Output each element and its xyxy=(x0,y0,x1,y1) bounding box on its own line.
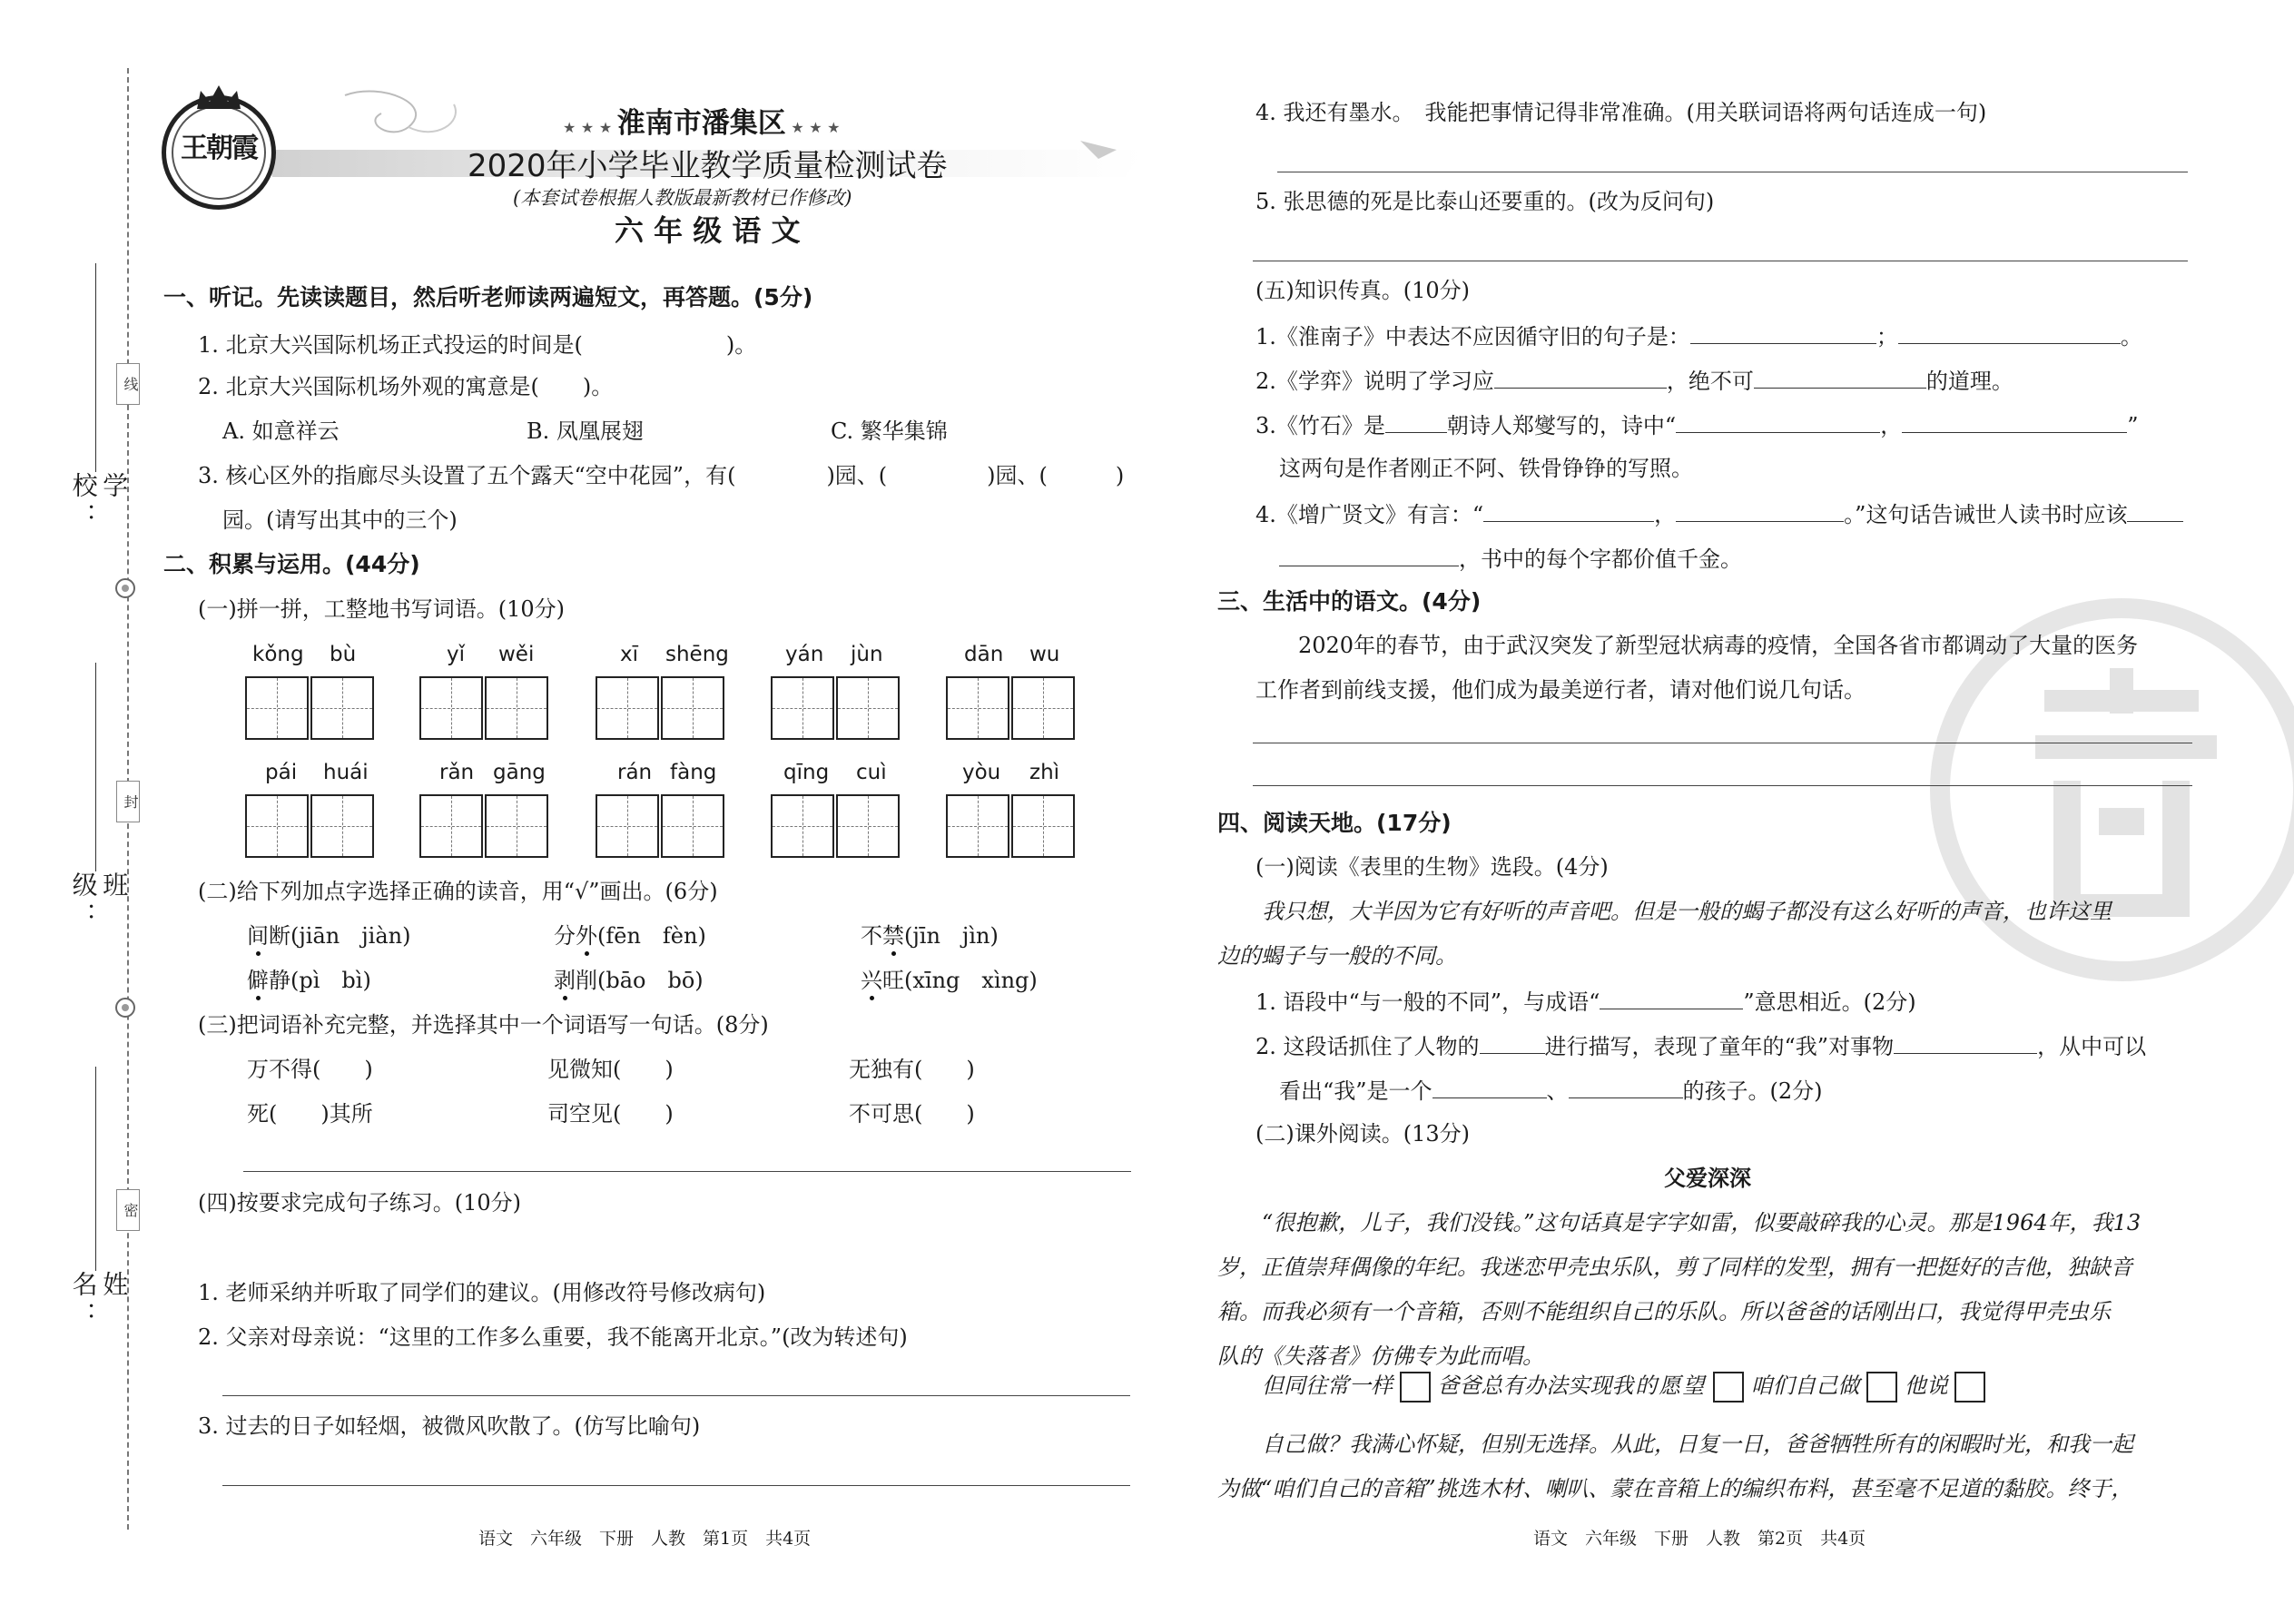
exam-title: 2020年小学毕业教学质量检测试卷 xyxy=(468,148,948,184)
writing-grid-cell[interactable] xyxy=(485,794,548,858)
answer-blank[interactable] xyxy=(1494,367,1667,389)
crown-icon xyxy=(193,84,244,111)
reading-1-q2: 2. 这段话抓住了人物的 进行描写，表现了童年的“我”对事物 ，从中可以 xyxy=(1255,1034,2147,1059)
exam-subject: 六 年 级 语 文 xyxy=(615,213,801,248)
pinyin-label: zhì xyxy=(1029,761,1060,784)
school-label: 学校： xyxy=(68,472,130,534)
sentence-q3: 3. 过去的日子如轻烟，被微风吹散了。(仿写比喻句) xyxy=(198,1413,701,1439)
logo-text: 王朝霞 xyxy=(181,133,257,164)
punctuation-box[interactable] xyxy=(1866,1372,1897,1403)
essay-line: 队的《失落者》仿佛专为此而唱。 xyxy=(1217,1343,1544,1369)
s1-question-1: 1. 北京大兴国际机场正式投运的时间是( )。 xyxy=(198,332,757,358)
pinyin-label: kǒng xyxy=(252,643,304,666)
writing-grid-cell[interactable] xyxy=(245,676,309,740)
answer-blank[interactable] xyxy=(1569,1077,1683,1098)
part-3-title: (三)把词语补充完整，并选择其中一个词语写一句话。(8分) xyxy=(198,1012,769,1038)
pinyin-label: wěi xyxy=(498,643,535,666)
answer-blank[interactable] xyxy=(1279,545,1459,566)
writing-grid-cell[interactable] xyxy=(310,794,374,858)
idiom-item[interactable]: 死( )其所 xyxy=(247,1101,373,1127)
answer-line[interactable] xyxy=(1253,785,2192,786)
writing-grid-cell[interactable] xyxy=(771,676,834,740)
exam-region: ★ ★ ★ 淮南市潘集区 ★ ★ ★ xyxy=(563,107,841,140)
writing-grid-cell[interactable] xyxy=(1011,794,1075,858)
pinyin-label: jùn xyxy=(851,643,883,666)
essay-line: 为做“咱们自己的音箱”挑选木材、喇叭、蒙在音箱上的编织布料，甚至毫不足道的黏胶。终于， xyxy=(1217,1476,2133,1501)
writing-grid-cell[interactable] xyxy=(661,676,724,740)
page-footer: 语文 六年级 下册 人教 第2页 共4页 xyxy=(1533,1529,1866,1549)
pinyin-label: xī xyxy=(620,643,639,666)
idiom-item[interactable]: 不可思( ) xyxy=(849,1101,975,1127)
part-1-title: (一)拼一拼，工整地书写词语。(10分) xyxy=(198,596,565,622)
sentence-q5: 5. 张思德的死是比泰山还要重的。(改为反问句) xyxy=(1255,189,1715,214)
punctuation-box[interactable] xyxy=(1400,1372,1431,1403)
idiom-item[interactable]: 司空见( ) xyxy=(547,1101,674,1127)
class-field[interactable] xyxy=(68,663,130,935)
pinyin-label: gāng xyxy=(493,761,546,784)
idiom-item[interactable]: 见微知( ) xyxy=(547,1057,674,1082)
binding-hole xyxy=(115,578,135,598)
s1-option-c[interactable]: C. 繁华集锦 xyxy=(831,418,948,444)
writing-grid-cell[interactable] xyxy=(836,794,900,858)
answer-blank[interactable] xyxy=(583,330,726,352)
reading-2-title: (二)课外阅读。(13分) xyxy=(1255,1121,1470,1147)
reading-item[interactable]: 间断(jiān jiàn) xyxy=(247,923,411,949)
name-field[interactable] xyxy=(68,1067,130,1339)
binding-hole xyxy=(115,998,135,1018)
s1-question-3-cont: 园。(请写出其中的三个) xyxy=(222,507,458,533)
reading-item[interactable]: 不禁(jīn jìn) xyxy=(861,923,999,949)
punctuation-box[interactable] xyxy=(1713,1372,1744,1403)
seal-char-feng: 封 xyxy=(116,781,140,822)
essay-line: “很抱歉，儿子，我们没钱。”这句话真是字字如雷，似要敲碎我的心灵。那是1964年，我13 xyxy=(1262,1210,2141,1235)
writing-grid-cell[interactable] xyxy=(419,794,483,858)
answer-blank[interactable] xyxy=(1690,322,1876,344)
reading-item[interactable]: 僻静(pì bì) xyxy=(247,968,371,993)
s1-question-3: 3. 核心区外的指廊尽头设置了五个露天“空中花园”，有( )园、( )园、( ) xyxy=(198,463,1125,488)
answer-blank[interactable] xyxy=(1902,411,2127,433)
s1-question-2: 2. 北京大兴国际机场外观的寓意是( )。 xyxy=(198,374,614,399)
writing-grid-cell[interactable] xyxy=(1011,676,1075,740)
class-label: 班级： xyxy=(68,871,130,933)
reading-1-title: (一)阅读《表里的生物》选段。(4分) xyxy=(1255,854,1609,880)
punctuation-box[interactable] xyxy=(1954,1372,1985,1403)
pinyin-label: shēng xyxy=(665,643,729,666)
answer-blank[interactable] xyxy=(1754,367,1926,389)
s1-option-a[interactable]: A. 如意祥云 xyxy=(222,418,340,444)
writing-grid-cell[interactable] xyxy=(946,794,1009,858)
knowledge-q3-cont: 这两句是作者刚正不阿、铁骨铮铮的写照。 xyxy=(1279,456,1693,481)
writing-grid-cell[interactable] xyxy=(596,794,659,858)
reading-item[interactable]: 剥削(bāo bō) xyxy=(554,968,704,993)
writing-grid-cell[interactable] xyxy=(771,794,834,858)
sentence-q4: 4. 我还有墨水。 我能把事情记得非常准确。(用关联词语将两句话连成一句) xyxy=(1255,100,1987,125)
knowledge-q4: 4.《增广贤文》有言：“ ， 。”这句话告诫世人读书时应该 xyxy=(1255,500,2183,528)
answer-blank[interactable] xyxy=(1433,1077,1547,1098)
page-footer: 语文 六年级 下册 人教 第1页 共4页 xyxy=(478,1529,812,1549)
pinyin-label: fàng xyxy=(670,761,717,784)
part-5-title: (五)知识传真。(10分) xyxy=(1255,278,1470,303)
reading-item[interactable]: 分外(fēn fèn) xyxy=(554,923,706,949)
pinyin-label: dān xyxy=(964,643,1004,666)
answer-blank[interactable] xyxy=(1600,988,1743,1009)
pinyin-label: bù xyxy=(330,643,357,666)
essay-line: 自己做？我满心怀疑，但别无选择。从此，日复一日，爸爸牺牲所有的闲暇时光，和我一起 xyxy=(1262,1432,2133,1457)
sentence-q1: 1. 老师采纳并听取了同学们的建议。(用修改符号修改病句) xyxy=(198,1280,766,1305)
reading-item[interactable]: 兴旺(xīng xìng) xyxy=(861,968,1038,993)
knowledge-q4-cont: ，书中的每个字都价值千金。 xyxy=(1279,545,1742,573)
answer-blank[interactable] xyxy=(1676,500,1844,522)
reading-1-passage-1: 我只想，大半因为它有好听的声音吧。但是一般的蝎子都没有这么好听的声音，也许这里 xyxy=(1262,899,2112,924)
essay-line: 箱。而我必须有一个音箱，否则不能组织自己的乐队。所以爸爸的话刚出口，我觉得甲壳虫乐 xyxy=(1217,1299,2111,1324)
pinyin-label: yǐ xyxy=(447,643,466,666)
knowledge-q3: 3.《竹石》是 朝诗人郑燮写的，诗中“ ， ” xyxy=(1255,413,2139,438)
answer-line[interactable] xyxy=(243,1171,1131,1172)
pinyin-label: rǎn xyxy=(439,761,475,784)
writing-grid-cell[interactable] xyxy=(245,794,309,858)
section-4-title: 四、阅读天地。(17分) xyxy=(1217,810,1452,836)
seal-char-mi: 密 xyxy=(116,1189,140,1231)
s3-prompt-line-2: 工作者到前线支援，他们成为最美逆行者，请对他们说几句话。 xyxy=(1255,677,1866,703)
exam-note: (本套试卷根据人教版最新教材已作修改) xyxy=(513,187,852,209)
knowledge-q2: 2.《学弈》说明了学习应 ，绝不可 的道理。 xyxy=(1255,369,2013,394)
pinyin-label: yòu xyxy=(962,761,1001,784)
answer-blank[interactable] xyxy=(2127,500,2183,522)
section-1-title: 一、听记。先读读题目，然后听老师读两遍短文，再答题。(5分) xyxy=(163,284,813,310)
pinyin-label: huái xyxy=(323,761,369,784)
part-4-title: (四)按要求完成句子练习。(10分) xyxy=(198,1190,521,1216)
punctuation-question: 但同往常一样 爸爸总有办法实现我的愿望 咱们自己做 他说 xyxy=(1262,1372,1985,1403)
essay-title: 父爱深深 xyxy=(1664,1166,1751,1191)
school-field[interactable] xyxy=(68,263,130,534)
answer-line[interactable] xyxy=(222,1485,1130,1486)
reading-1-q1: 1. 语段中“与一般的不同”，与成语“ ”意思相近。(2分) xyxy=(1255,989,1916,1015)
pinyin-label: rán xyxy=(617,761,653,784)
essay-line: 岁，正值崇拜偶像的年纪。我迷恋甲壳虫乐队，剪了同样的发型，拥有一把挺好的吉他，独缺音 xyxy=(1217,1255,2132,1280)
answer-blank[interactable] xyxy=(1483,500,1654,522)
section-2-title: 二、积累与运用。(44分) xyxy=(163,551,420,577)
s3-prompt-line-1: 2020年的春节，由于武汉突发了新型冠状病毒的疫情，全国各省市都调动了大量的医务 xyxy=(1298,633,2139,658)
reading-1-q2-cont: 看出“我”是一个 、 的孩子。(2分) xyxy=(1279,1078,1823,1104)
answer-blank[interactable] xyxy=(1894,1032,2037,1054)
writing-grid-cell[interactable] xyxy=(485,676,548,740)
answer-blank[interactable] xyxy=(1898,322,2121,344)
seal-char-xian: 线 xyxy=(116,363,140,405)
answer-blank[interactable] xyxy=(1480,1032,1545,1054)
pinyin-label: qīng xyxy=(783,761,830,784)
answer-blank[interactable] xyxy=(1676,411,1880,433)
part-2-title: (二)给下列加点字选择正确的读音，用“√”画出。(6分) xyxy=(198,879,718,904)
answer-blank[interactable] xyxy=(1385,411,1447,433)
writing-grid-cell[interactable] xyxy=(419,676,483,740)
knowledge-q1: 1.《淮南子》中表达不应因循守旧的句子是： ； 。 xyxy=(1255,324,2142,349)
writing-grid-cell[interactable] xyxy=(661,794,724,858)
answer-line[interactable] xyxy=(222,1395,1130,1396)
writing-grid-cell[interactable] xyxy=(836,676,900,740)
idiom-item[interactable]: 无独有( ) xyxy=(849,1057,975,1082)
brand-logo xyxy=(162,95,276,210)
writing-grid-cell[interactable] xyxy=(596,676,659,740)
idiom-item[interactable]: 万不得( ) xyxy=(247,1057,373,1082)
section-3-title: 三、生活中的语文。(4分) xyxy=(1217,588,1482,615)
writing-grid-cell[interactable] xyxy=(946,676,1009,740)
pinyin-label: wu xyxy=(1029,643,1060,666)
writing-grid-cell[interactable] xyxy=(310,676,374,740)
reading-1-passage-2: 边的蝎子与一般的不同。 xyxy=(1217,943,1457,969)
pinyin-label: yán xyxy=(785,643,824,666)
name-label: 姓名： xyxy=(68,1271,130,1333)
s1-option-b[interactable]: B. 凤凰展翅 xyxy=(527,418,644,444)
pinyin-label: cuì xyxy=(856,761,887,784)
sentence-q2: 2. 父亲对母亲说：“这里的工作多么重要，我不能离开北京。”(改为转述句) xyxy=(198,1324,908,1350)
pinyin-label: pái xyxy=(265,761,298,784)
